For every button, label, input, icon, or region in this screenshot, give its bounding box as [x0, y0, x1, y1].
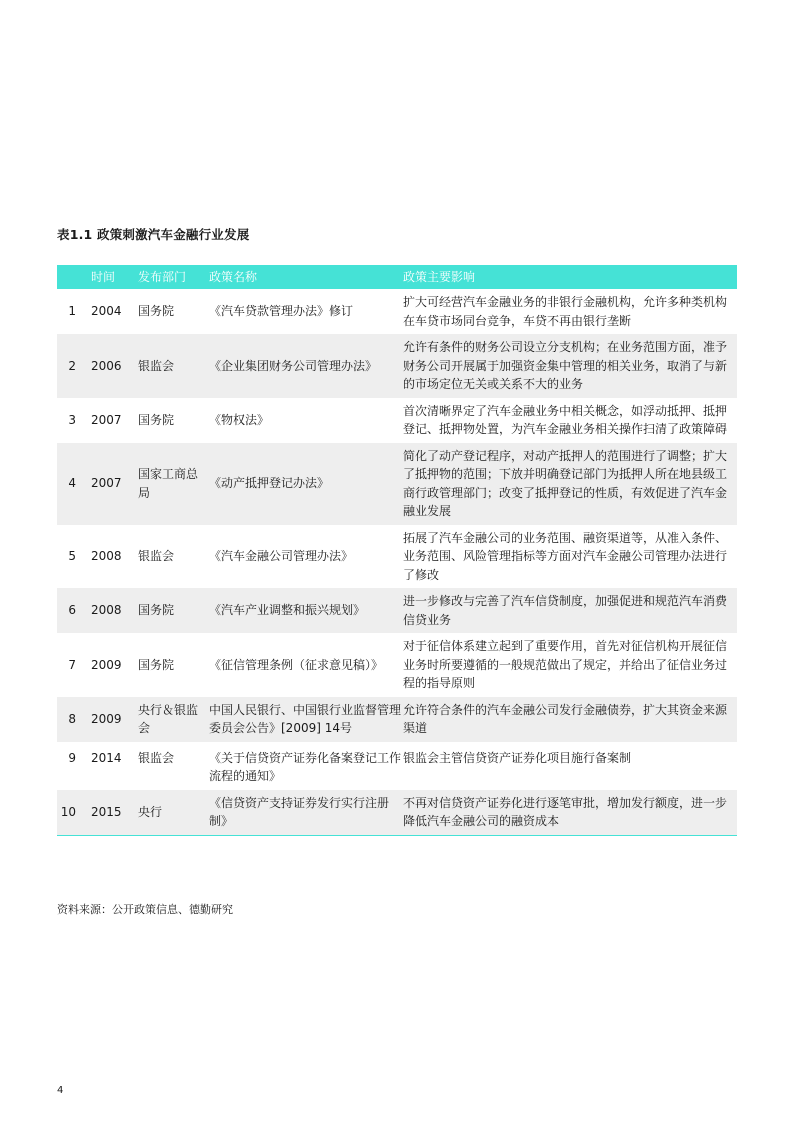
row-index: 4: [57, 443, 84, 525]
row-index: 9: [57, 742, 84, 790]
row-policy-name: 中国人民银行、中国银行业监督管理委员会公告》[2009] 14号: [209, 697, 403, 742]
row-dept: 国家工商总局: [138, 443, 209, 525]
row-index: 1: [57, 289, 84, 334]
row-impact: 进一步修改与完善了汽车信贷制度，加强促进和规范汽车消费信贷业务: [403, 588, 737, 633]
table-title: 表1.1 政策刺激汽车金融行业发展: [57, 227, 250, 242]
row-year: 2004: [84, 289, 138, 334]
row-impact: 拓展了汽车金融公司的业务范围、融资渠道等，从准入条件、业务范围、风险管理指标等方面对汽车金融公司管理办法进行了修改: [403, 525, 737, 589]
page-number: 4: [57, 1085, 64, 1096]
row-policy-name: 《汽车产业调整和振兴规划》: [209, 588, 403, 633]
row-index: 10: [57, 790, 84, 836]
row-year: 2008: [84, 525, 138, 589]
table-row: [57, 790, 737, 836]
row-dept: 国务院: [138, 633, 209, 697]
table-row: [57, 633, 737, 697]
policy-table: [57, 265, 737, 836]
header-policy-name: 政策名称: [209, 265, 403, 289]
row-policy-name: 《汽车金融公司管理办法》: [209, 525, 403, 589]
row-index: 3: [57, 398, 84, 443]
row-impact: 首次清晰界定了汽车金融业务中相关概念，如浮动抵押、抵押登记、抵押物处置，为汽车金融业务相关操作扫清了政策障碍: [403, 398, 737, 443]
table-row: [57, 289, 737, 334]
table-row: [57, 443, 737, 525]
header-dept: 发布部门: [138, 265, 209, 289]
row-dept: 银监会: [138, 742, 209, 790]
row-year: 2014: [84, 742, 138, 790]
row-dept: 央行: [138, 790, 209, 836]
row-policy-name: 《信贷资产支持证券发行实行注册制》: [209, 790, 403, 836]
row-index: 8: [57, 697, 84, 742]
table-row: [57, 525, 737, 589]
row-index: 6: [57, 588, 84, 633]
table-row: [57, 334, 737, 398]
row-policy-name: 《企业集团财务公司管理办法》: [209, 334, 403, 398]
row-dept: 国务院: [138, 398, 209, 443]
header-year: 时间: [84, 265, 138, 289]
row-year: 2006: [84, 334, 138, 398]
row-impact: 对于征信体系建立起到了重要作用，首先对征信机构开展征信业务时所要遵循的一般规范做出了规定，并给出了征信业务过程的指导原则: [403, 633, 737, 697]
row-index: 5: [57, 525, 84, 589]
row-year: 2008: [84, 588, 138, 633]
row-year: 2007: [84, 443, 138, 525]
table-row: [57, 398, 737, 443]
source-note: 资料来源：公开政策信息、德勤研究: [57, 903, 233, 916]
table-row: [57, 742, 737, 790]
row-dept: 央行＆银监会: [138, 697, 209, 742]
row-year: 2015: [84, 790, 138, 836]
table-row: [57, 697, 737, 742]
row-index: 2: [57, 334, 84, 398]
row-year: 2007: [84, 398, 138, 443]
row-policy-name: 《征信管理条例（征求意见稿）》: [209, 633, 403, 697]
row-policy-name: 《物权法》: [209, 398, 403, 443]
row-impact: 扩大可经营汽车金融业务的非银行金融机构，允许多种类机构在车贷市场同台竞争，车贷不再由银行垄断: [403, 289, 737, 334]
header-impact: 政策主要影响: [403, 265, 737, 289]
table-header-row: [57, 265, 737, 289]
row-dept: 银监会: [138, 525, 209, 589]
row-policy-name: 《汽车贷款管理办法》修订: [209, 289, 403, 334]
row-year: 2009: [84, 633, 138, 697]
row-policy-name: 《关于信贷资产证券化备案登记工作流程的通知》: [209, 742, 403, 790]
row-dept: 银监会: [138, 334, 209, 398]
row-year: 2009: [84, 697, 138, 742]
row-impact: 不再对信贷资产证券化进行逐笔审批，增加发行额度，进一步降低汽车金融公司的融资成本: [403, 790, 737, 836]
table-row: [57, 588, 737, 633]
row-dept: 国务院: [138, 588, 209, 633]
row-impact: 允许符合条件的汽车金融公司发行金融债券，扩大其资金来源渠道: [403, 697, 737, 742]
row-impact: 银监会主管信贷资产证券化项目施行备案制: [403, 742, 737, 790]
row-impact: 允许有条件的财务公司设立分支机构；在业务范围方面，准予财务公司开展属于加强资金集中管理的相关业务，取消了与新的市场定位无关或关系不大的业务: [403, 334, 737, 398]
row-dept: 国务院: [138, 289, 209, 334]
header-index: [57, 265, 84, 289]
row-index: 7: [57, 633, 84, 697]
row-policy-name: 《动产抵押登记办法》: [209, 443, 403, 525]
row-impact: 简化了动产登记程序，对动产抵押人的范围进行了调整；扩大了抵押物的范围；下放并明确登记部门为抵押人所在地县级工商行政管理部门；改变了抵押登记的性质，有效促进了汽车金融业发展: [403, 443, 737, 525]
